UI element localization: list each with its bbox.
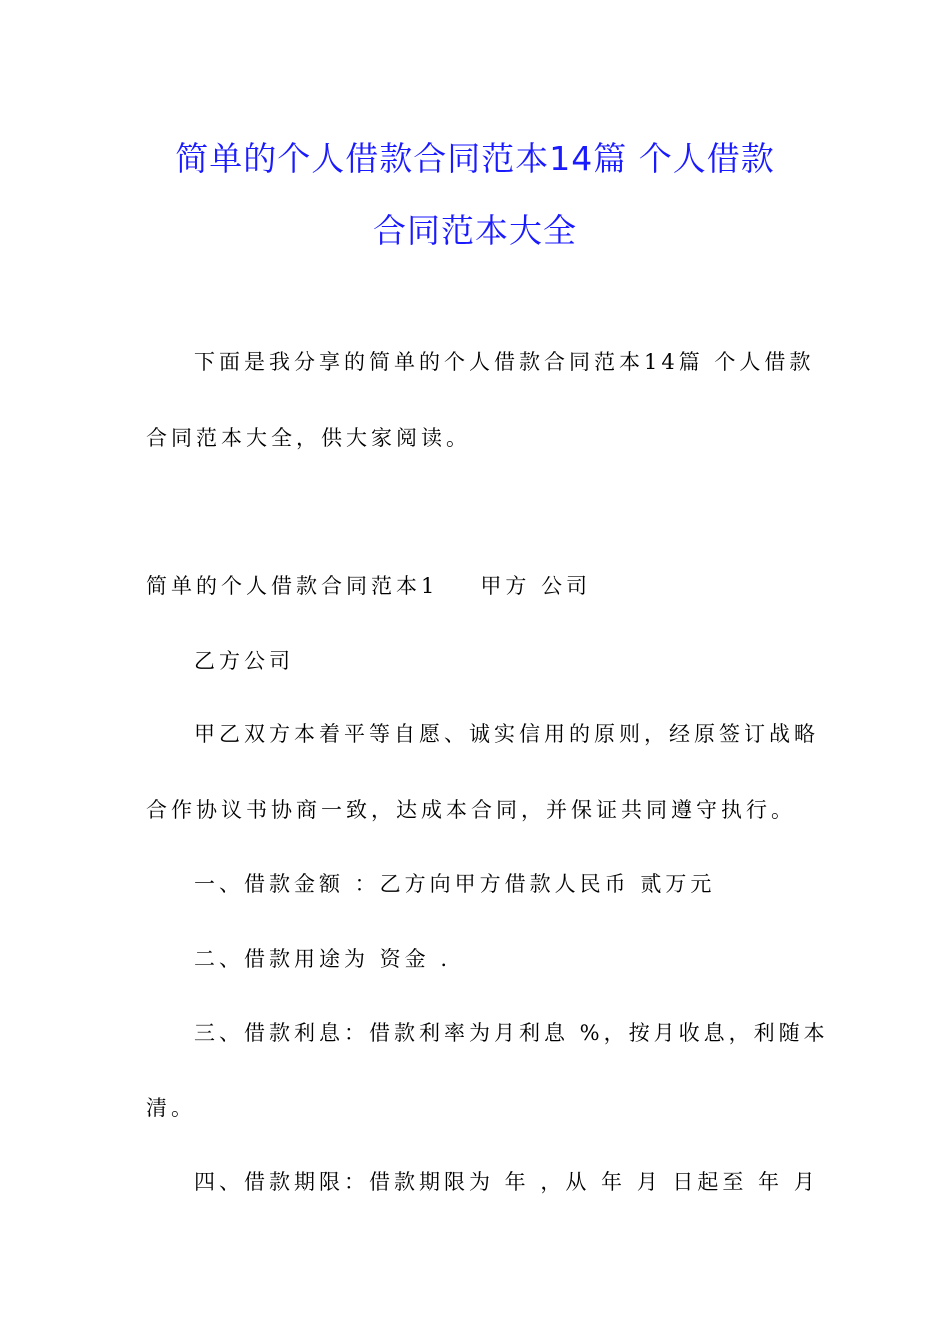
party-b-line: 乙方公司 xyxy=(194,649,294,673)
principle-paragraph-line-1: 甲乙双方本着平等自愿、诚实信用的原则，经原签订战略 xyxy=(194,722,819,746)
party-a-line: 甲方 公司 xyxy=(480,574,592,598)
intro-paragraph-line-1: 下面是我分享的简单的个人借款合同范本14篇 个人借款 xyxy=(194,350,815,374)
document-title-line-2: 合同范本大全 xyxy=(373,211,577,250)
clause-loan-interest-line-1: 三、借款利息：借款利率为月利息 %，按月收息，利随本 xyxy=(194,1021,829,1045)
intro-paragraph-line-2: 合同范本大全，供大家阅读。 xyxy=(146,426,471,450)
clause-loan-amount: 一、借款金额 ：乙方向甲方借款人民币 贰万元 xyxy=(194,872,716,896)
clause-loan-purpose: 二、借款用途为 资金 . xyxy=(194,947,452,971)
clause-loan-interest-line-2: 清。 xyxy=(146,1096,196,1120)
section-heading-row xyxy=(146,570,591,600)
principle-paragraph-line-2: 合作协议书协商一致，达成本合同，并保证共同遵守执行。 xyxy=(146,798,796,822)
section-heading: 简单的个人借款合同范本1 xyxy=(146,574,439,598)
clause-loan-term-line-1: 四、借款期限：借款期限为 年 ，从 年 月 日起至 年 月 xyxy=(194,1170,819,1194)
document-title-line-1: 简单的个人借款合同范本14篇 个人借款 xyxy=(175,139,775,178)
